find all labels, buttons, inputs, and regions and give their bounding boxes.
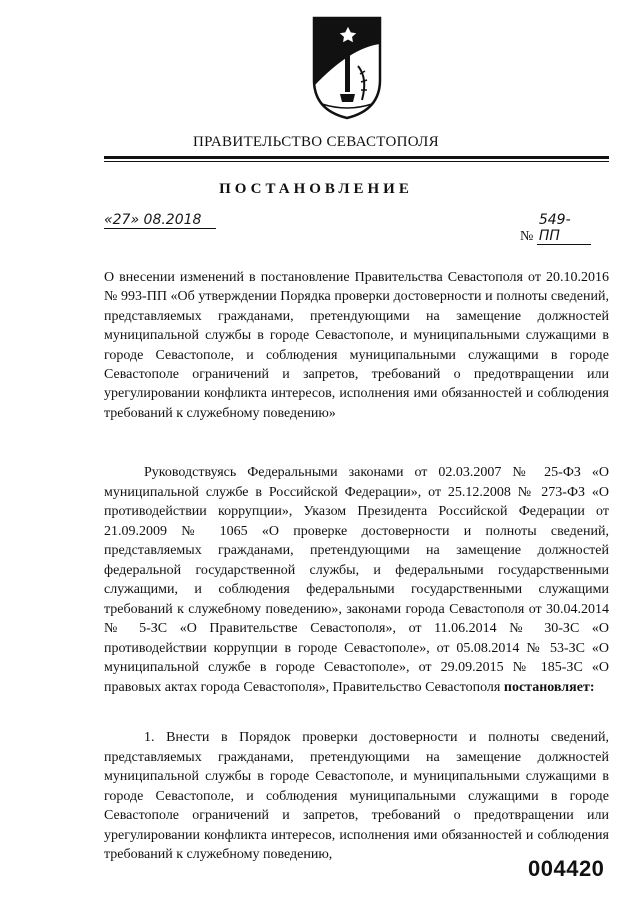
- number-prefix: №: [520, 229, 534, 244]
- document-subject: О внесении изменений в постановление Правительства Севастополя от 20.10.2016 № 993-ПП «Об утверждении Порядка проверки достоверности и полноты сведений, представляемых гражданами, претендующими на замещение должностей муниципальной службы в городе Севастополе, и муниципальными служащими в городе Севастополе, и соблюдения муниципальными служащими в городе Севастополе ограничений и запретов, требований о предотвращении или урегулировании конфликта интересов, исполнения ими обязанностей и соблюдения требований к служебному поведению»: [104, 270, 609, 421]
- preamble-paragraph: [104, 463, 609, 697]
- resolves-keyword: постановляет: [503, 679, 590, 695]
- document-type: ПОСТАНОВЛЕНИЕ: [219, 181, 413, 197]
- coat-of-arms-icon: [310, 14, 384, 122]
- clause-1-paragraph: 1. Внести в Порядок проверки достоверности и полноты сведений, представляемых гражданами, претендующими на замещение должностей муниципальной службы в городе Севастополе, и муниципальными служащими в городе Севастополе, и соблюдения муниципальными служащими в городе Севастополе ограничений и запретов, требований о предотвращении или урегулировании конфликта интересов, исполнения ими обязанностей и соблюдения требований к служебному поведению,: [104, 730, 609, 862]
- header-divider-thin: [104, 161, 609, 162]
- document-date: «27» 08.2018: [104, 212, 216, 229]
- resolves-colon: :: [589, 679, 595, 695]
- number-value: 549-ПП: [537, 212, 591, 245]
- header-divider-thick: [104, 156, 609, 159]
- preamble-text: Руководствуясь Федеральными законами от 02.03.2007 № 25-ФЗ «О муниципальной службе в Российской Федерации», от 25.12.2008 № 273-ФЗ «О противодействии коррупции», Указом Президента Российской Федерации от 21.09.2009 № 1065 «О проверке достоверности и полноты сведений, представляемых гражданами, претендующими на замещение должностей федеральной государственной службы, и федеральными государственными служащими, и соблюдения федеральными государственными служащими требований к служебному поведению», законами города Севастополя от 30.04.2014 № 5-ЗС «О Правительстве Севастополя», от 11.06.2014 № 30-ЗС «О противодействии коррупции в городе Севастополе», от 05.08.2014 № 53-ЗС «О муниципальной службе в городе Севастополе», от 29.09.2015 № 185-ЗС «О правовых актах города Севастополя», Правительство Севастополя: [104, 465, 609, 695]
- serial-number: 004420: [528, 856, 605, 881]
- document-number: [520, 212, 604, 245]
- organization-title: ПРАВИТЕЛЬСТВО СЕВАСТОПОЛЯ: [193, 134, 439, 150]
